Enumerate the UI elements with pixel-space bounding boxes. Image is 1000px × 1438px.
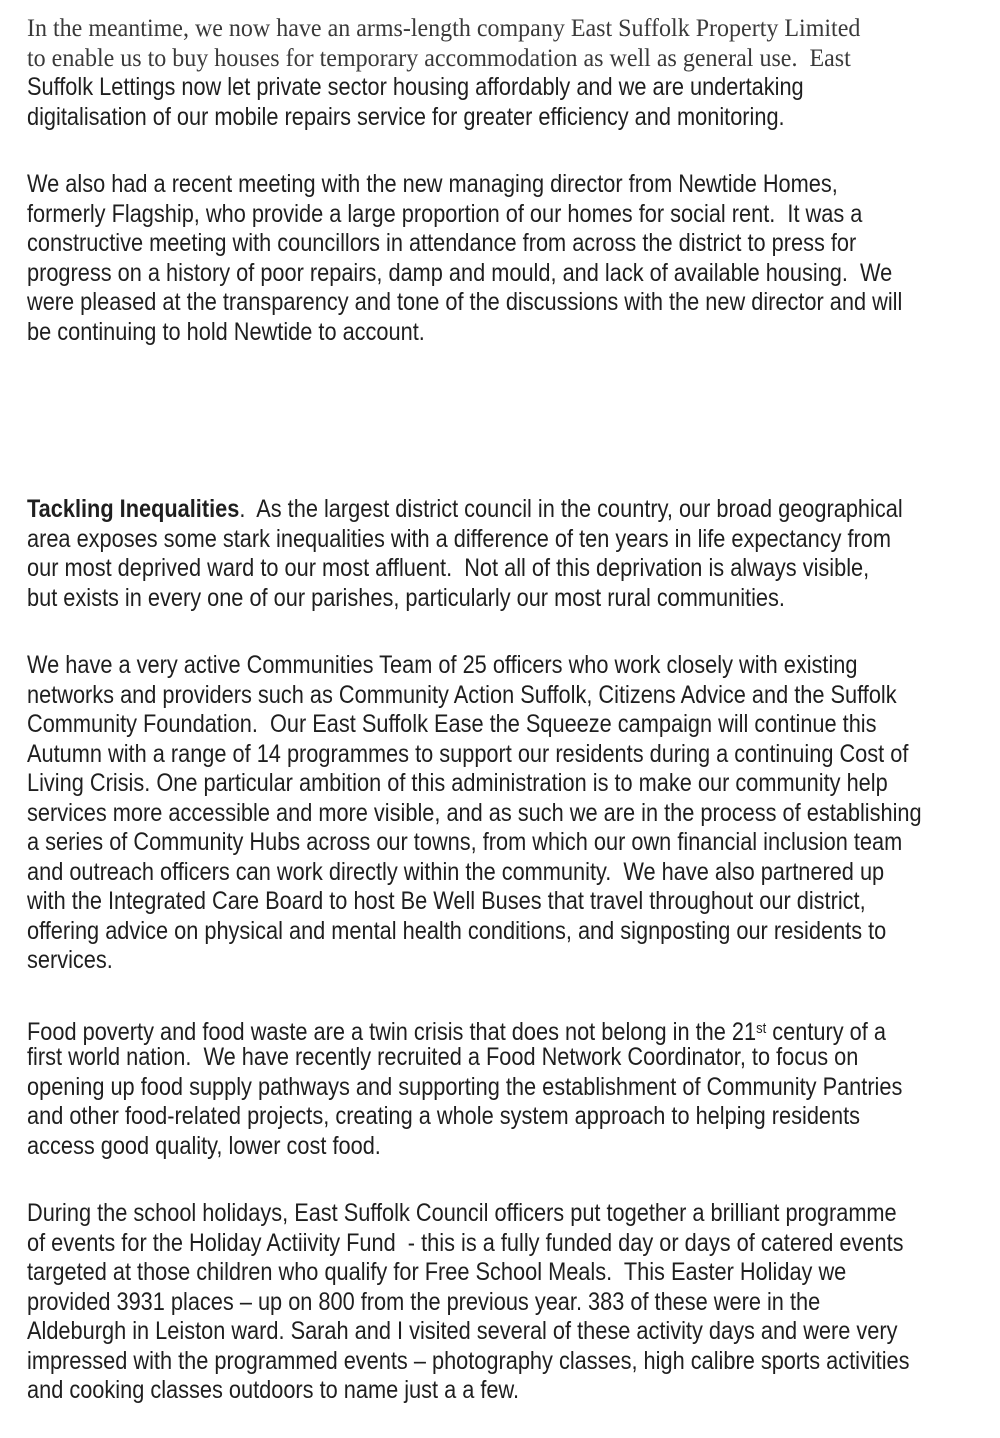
text-run: Aldeburgh in Leiston ward. Sarah and I visited several of these activity days and were very [27, 1317, 898, 1345]
text-line [27, 554, 870, 584]
paragraph-communities-team [27, 651, 980, 976]
text-run: Autumn with a range of 14 programmes to support our residents during a continuing Cost of [27, 739, 909, 768]
text-run: Food poverty and food waste are a twin crisis that does not belong in the 21 [27, 1017, 757, 1046]
text-line [27, 828, 903, 858]
bold-text-run: Tackling Inequalities [27, 495, 240, 523]
text-line [27, 288, 903, 318]
text-line [27, 584, 856, 614]
text-line [27, 680, 897, 711]
text-line [27, 739, 909, 770]
text-run: area exposes some stark inequalities with a difference of ten years in life expectancy from [27, 524, 892, 553]
paragraph-tackling-inequalities [27, 495, 980, 613]
text-run: Community Foundation. Our East Suffolk Ease the Squeeze campaign will continue this [27, 710, 877, 738]
text-line [27, 495, 903, 525]
text-line [27, 1376, 856, 1406]
text-line [27, 318, 856, 348]
text-run: century of a [766, 1017, 886, 1046]
text-line [27, 1228, 904, 1259]
text-run: with the Integrated Care Board to host Be Well Buses that travel throughout our district, [27, 887, 866, 915]
text-line [27, 258, 893, 289]
text-run: formerly Flagship, who provide a large proportion of our homes for social rent. It was a [27, 199, 863, 228]
text-line [27, 44, 942, 74]
text-run: progress on a history of poor repairs, damp and mould, and lack of available housing. We [27, 258, 893, 287]
text-run: but exists in every one of our parishes, particularly our most rural communities. [27, 583, 785, 612]
text-run: provided 3931 places – up on 800 from the previous year. 383 of these were in the [27, 1287, 821, 1316]
paragraph-newtide-homes-meeting [27, 170, 980, 347]
text-line [27, 1317, 898, 1347]
text-run: services more accessible and more visible, and as such we are in the process of establishing [27, 798, 922, 827]
text-run: In the meantime, we now have an arms-length company East Suffolk Property Limited [27, 15, 861, 42]
text-run: access good quality, lower cost food. [27, 1131, 381, 1160]
text-line [27, 916, 887, 947]
text-run: Living Crisis. One particular ambition of this administration is to make our community help [27, 769, 888, 797]
text-line [27, 1014, 886, 1046]
text-line [27, 1346, 910, 1377]
text-run: and outreach officers can work directly within the community. We have also partnered up [27, 857, 885, 886]
text-line [27, 769, 888, 799]
paragraph-holiday-activity-fund [27, 1199, 980, 1406]
text-run: . As the largest district council in the country, our broad geographical [239, 495, 903, 523]
text-line [27, 651, 856, 681]
text-run: opening up food supply pathways and supporting the establishment of Community Pantries [27, 1072, 903, 1101]
text-line [27, 1072, 903, 1103]
text-line [27, 170, 856, 200]
superscript-text-run: st [756, 1019, 767, 1037]
text-line [27, 524, 892, 555]
text-run: our most deprived ward to our most affluent. Not all of this deprivation is always visible, [27, 554, 870, 582]
text-line [27, 229, 856, 259]
text-run: networks and providers such as Community Action Suffolk, Citizens Advice and the Suffolk [27, 680, 897, 709]
text-run: first world nation. We have recently recruited a Food Network Coordinator, to focus on [27, 1043, 859, 1071]
text-run: We have a very active Communities Team of 25 officers who work closely with existing [27, 651, 858, 679]
text-run: a series of Community Hubs across our towns, from which our own financial inclusion team [27, 828, 903, 856]
text-line [27, 798, 922, 829]
text-run: During the school holidays, East Suffolk Council officers put together a brilliant programme [27, 1199, 897, 1227]
text-line [27, 14, 942, 44]
text-line [27, 1288, 856, 1318]
text-line [27, 1043, 859, 1073]
text-line [27, 946, 856, 976]
text-run: offering advice on physical and mental health conditions, and signposting our residents to [27, 916, 887, 945]
text-run: to enable us to buy houses for temporary accommodation as well as general use. East [27, 44, 851, 72]
text-line [27, 1102, 861, 1132]
text-run: of events for the Holiday Actiivity Fund - this is a fully funded day or days of catered events [27, 1228, 904, 1257]
text-run: constructive meeting with councillors in attendance from across the district to press for [27, 229, 857, 257]
text-line [27, 887, 866, 917]
text-line [27, 857, 885, 888]
text-run: were pleased at the transparency and tone of the discussions with the new director and will [27, 288, 903, 316]
text-line [27, 710, 877, 740]
text-run: digitalisation of our mobile repairs service for greater efficiency and monitoring. [27, 102, 785, 131]
text-run: services. [27, 946, 113, 974]
text-line [27, 199, 863, 230]
text-run: Suffolk Lettings now let private sector housing affordably and we are undertaking [27, 73, 804, 101]
text-run: and cooking classes outdoors to name just a a few. [27, 1376, 520, 1404]
text-line [27, 1199, 897, 1229]
paragraph-food-poverty [27, 1014, 980, 1162]
text-line [27, 103, 856, 133]
text-run: and other food-related projects, creating a whole system approach to helping residents [27, 1102, 861, 1130]
document-body [27, 14, 980, 1406]
text-run: impressed with the programmed events – photography classes, high calibre sports activities [27, 1346, 910, 1375]
text-run: targeted at those children who qualify for Free School Meals. This Easter Holiday we [27, 1258, 847, 1286]
text-run: We also had a recent meeting with the new managing director from Newtide Homes, [27, 170, 838, 198]
text-line [27, 1132, 856, 1162]
text-line [27, 1258, 856, 1288]
text-line [27, 73, 856, 103]
paragraph-housing-company [27, 14, 980, 132]
text-run: be continuing to hold Newtide to account. [27, 317, 425, 346]
